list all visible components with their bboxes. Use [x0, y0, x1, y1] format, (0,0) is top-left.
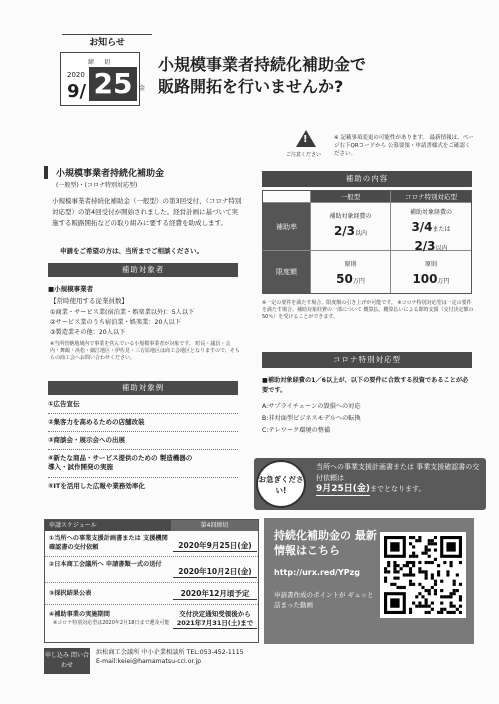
deadline-box [60, 52, 146, 106]
example-item-2: ②集客力を高めるための店舗改装 [48, 418, 145, 426]
divider [45, 556, 258, 557]
target-head: ■小規模事業者 [48, 285, 94, 293]
example-item-5: ⑤ITを活用した広報や業務効率化 [48, 482, 145, 490]
schedule-header-deadline: 第4回締切 [171, 520, 258, 531]
info-title: 持続化補助金の 最新情報はこちら [274, 529, 377, 557]
example-item-1: ①広告宣伝 [48, 400, 80, 408]
divider [48, 477, 238, 478]
schedule-step-3: ③採択結果公表 [49, 590, 92, 597]
subsidy-band: 補助の内容 [262, 171, 472, 187]
corona-item-a: A:サプライチェーンの毀損への対応 [262, 403, 361, 410]
section-title: 小規模事業者持続化補助金 [44, 166, 244, 179]
deadline-weekday: 金 [139, 85, 146, 92]
col-corona: コロナ特別対応型 [391, 191, 471, 203]
example-band: 補助対象例 [48, 381, 238, 395]
intro-contact: 申請をご希望の方は、当所までご相談ください。 [60, 247, 203, 255]
schedule-date-2: 2020年10月2日(金) [173, 566, 257, 578]
intro-text: 小規模事業者持続化補助金（一般型）の第3回受付、（コロナ特別対応型）の第4回受付が開始されました。経営計画に基づいて実施する販路開拓などの取り組みに要する経費を助成します。 [52, 197, 242, 227]
page-title: 小規模事業者持続化補助金で 販路開拓を行いませんか? [158, 55, 367, 96]
schedule-date-3: 2020年12月頃予定 [173, 588, 257, 600]
target-item-3: ③製造業その他：20人以下 [50, 329, 126, 336]
schedule-date-1: 2020年9月25日(金) [173, 540, 257, 552]
deadline-year: 2020 [67, 71, 85, 79]
row-limit-label: 限度額 [263, 251, 311, 293]
notice-label: お知らせ [62, 34, 152, 50]
schedule-step-4-note: ※コロナ特別対応型は2020年2月18日まで遡及可能 [53, 620, 170, 626]
cell-rate-corona: 補助対象経費の 3/4または 2/3以内 [391, 203, 471, 251]
divider [45, 582, 258, 583]
info-subtext: 申請書作成のポイントが ギュッと詰まった動画 [274, 591, 374, 609]
divider [48, 413, 238, 414]
contact-label: 申し込み 問い合わせ [44, 648, 90, 674]
cell-limit-general: 原則 50万円 [311, 251, 391, 293]
subsidy-table [262, 190, 472, 294]
corona-lead: ■補助対象経費の1／6以上が、以下の要件に合致する投資であることが必要です。 [262, 377, 469, 394]
target-note: ※当所管轄地域内で事業を営んでいる小規模事業者が対象です。 町長・議員・会内・舞鶴・浜松・細江地区・伊佐見・三方原地区は商工会地区となりますので、そちらの商工会へお問い合わせください。 [50, 341, 240, 361]
info-url[interactable]: http://urx.red/YPzg [274, 568, 361, 577]
target-item-2: ②サービス業のうち宿泊業・娯楽業：20人以下 [50, 319, 181, 326]
col-general: 一般型 [311, 191, 391, 203]
cell-limit-corona: 原則 100万円 [412, 261, 450, 286]
corona-band: コロナ特別対応型 [262, 352, 472, 368]
callout-text: 当所への事業支援計画書または 事業支援確認書の交付依頼は 9月25日(金)までとなります。 [316, 463, 480, 494]
contact-info: 浜松商工会議所 中小企業相談所 TEL:053-452-1115 E-mail:keiei@hamamatsu-cci.or.jp [96, 649, 244, 665]
corona-item-c: C:テレワーク環境の整備 [262, 427, 331, 434]
schedule-step-2: ②日本商工会議所へ 申請書類一式の送付 [49, 561, 162, 568]
deadline-month: 9/ [67, 81, 87, 102]
warning-mark: ! [303, 134, 308, 145]
target-sub: 【常時使用する従業員数】 [50, 297, 128, 305]
deadline-day: 25 [89, 67, 137, 101]
qr-code[interactable] [380, 532, 466, 618]
info-panel [264, 518, 474, 644]
qr-code-graphic [384, 536, 462, 614]
schedule-table [44, 519, 259, 643]
schedule-date-4: 交付決定通知受領後から 2021年7月31日(土)まで [173, 610, 257, 629]
example-item-4: ④新たな商品・サービス提供のための 製造機器の導入・試作開発の実施 [48, 454, 193, 471]
urgent-bubble: お急ぎください! [256, 460, 306, 508]
section-subtitle: (一般型)・(コロナ特別対応型) [56, 182, 138, 189]
target-band: 補助対象者 [48, 263, 238, 277]
subsidy-notes: ※一定の要件を満たす場合、限度額の引き上げが可能です。 ※コロナ特別対応型は一定の要件を満たす場合、補助対象経費の一部について 概算払、概算払いによる即時支援（交付決定額の50％）を受けることができます。 [262, 300, 474, 320]
cell-rate-general: 補助対象経費の 2/3以内 [311, 203, 391, 251]
example-item-3: ③商談会・展示会への出展 [48, 436, 126, 444]
target-item-1: ①商業・サービス業(宿泊業・娯楽業以外)：5人以下 [50, 309, 195, 316]
row-rate-label: 補助率 [263, 203, 311, 251]
corona-item-b: B:非対面型ビジネスモデルへの転換 [262, 415, 361, 422]
divider [48, 449, 238, 450]
schedule-step-4: ④補助事業の実施期間 [49, 611, 110, 618]
warning-text: ※ 記載事項変更の可能性があります。 最新情報は、ページ右下QRコードから 公募要領・申請書様式をご確認ください。 [334, 135, 474, 157]
warning-caption: ご注意ください [286, 152, 322, 158]
schedule-header: 申請スケジュール [45, 520, 171, 531]
deadline-label: 締 切 [88, 59, 113, 66]
schedule-step-1: ①当所への事業支援計画書または 支援機関確認書の交付依頼 [49, 535, 168, 551]
divider [48, 431, 238, 432]
divider [45, 604, 258, 605]
